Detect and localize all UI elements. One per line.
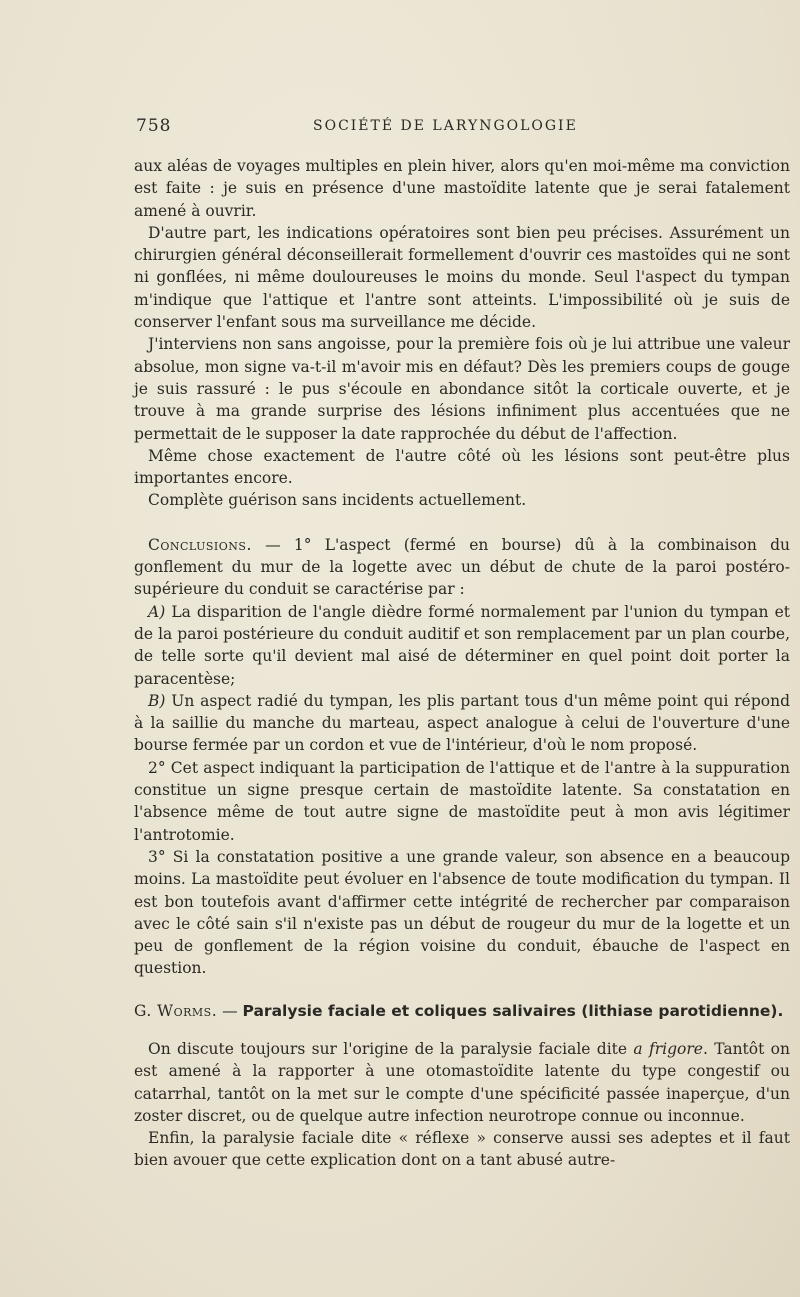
running-title: SOCIÉTÉ DE LARYNGOLOGIE: [313, 118, 578, 134]
paragraph: [134, 1038, 790, 1127]
paragraph: Complète guérison sans incidents actuellement.: [148, 491, 527, 510]
paragraph: J'interviens non sans angoisse, pour la première fois où je lui attribue une valeur absolue, mon signe va-t-il m'avoir mis en défaut? Dès les premiers coups de gouge je suis rassuré : le pus s'écoule en abondance sitôt la corticale ouverte, et je trouve à ma grande surprise des lésions infiniment plus accentuées que ne permettait de le supposer la date rapprochée du début de l'affection.: [134, 335, 790, 443]
item-label: B): [148, 691, 166, 710]
item-text: Un aspect radié du tympan, les plis partant tous d'un même point qui répond à la saillie du manche du marteau, aspect analogue à celui de l'ouverture d'une bourse fermée par un cordon et vue de l'intérieur, d'où le nom proposé.: [134, 691, 790, 755]
conclusion-item-b: [134, 690, 790, 757]
dash: —: [217, 1001, 243, 1020]
conclusion-item-a: [134, 601, 790, 690]
paragraph: 3° Si la constatation positive a une grande valeur, son absence en a beaucoup moins. La mastoïdite peut évoluer en l'absence de toute modification du tympan. Il est bon toutefois avant d'affirmer cette intégrité de rechercher par comparaison avec le côté sain s'il n'existe pas un début de rougeur du mur de la logette et un peu de gonflement de la région voisine du conduit, ébauche de l'aspect en question.: [134, 847, 790, 978]
communication-title: Paralysie faciale et coliques salivaires (lithiase parotidienne).: [242, 1001, 784, 1020]
page-header: [136, 116, 790, 142]
paragraph: aux aléas de voyages multiples en plein hiver, alors qu'en moi-même ma conviction est faite : je suis en présence d'une mastoïdite latente que je serai fatalement amené à ouvrir.: [134, 157, 790, 220]
author-name: G. Worms.: [134, 1001, 218, 1020]
conclusions-text: — 1° L'aspect (fermé en bourse) dû à la combinaison du gonflement du mur de la logette avec un début de chute de la paroi postéro-supérieure du conduit se caractérise par :: [134, 535, 790, 599]
item-text: La disparition de l'angle dièdre formé normalement par l'union du tympan et de la paroi postérieure du conduit auditif et son remplacement par un plan courbe, de telle sorte qu'il devient mal aisé de déterminer en quel point doit porter la paracentèse;: [134, 602, 790, 688]
item-label: A): [148, 602, 166, 621]
conclusions-paragraph: [134, 534, 790, 601]
communication-heading: [134, 1000, 790, 1022]
paragraph: Enfin, la paralysie faciale dite « réflexe » conserve aussi ses adeptes et il faut bien avouer que cette explication dont on a tant abusé autre-: [134, 1129, 790, 1170]
paragraph: 2° Cet aspect indiquant la participation de l'attique et de l'antre à la suppuration constitue un signe presque certain de mastoïdite latente. Sa constatation en l'absence même de tout autre signe de mastoïdite peut à mon avis légitimer l'antrotomie.: [134, 758, 790, 844]
body-text: [134, 155, 790, 1172]
conclusions-heading: Conclusions.: [148, 535, 252, 554]
text-segment: On discute toujours sur l'origine de la paralysie faciale dite: [148, 1039, 634, 1058]
page-number: 758: [136, 116, 172, 136]
paragraph: Même chose exactement de l'autre côté où les lésions sont peut-être plus importantes encore.: [134, 446, 790, 488]
paragraph: D'autre part, les indications opératoires sont bien peu précises. Assurément un chirurgien général déconseillerait formellement d'ouvrir ces mastoïdes qui ne sont ni gonflées, ni même douloureuses le moins du monde. Seul l'aspect du tympan m'indique que l'attique et l'antre sont atteints. L'impossibilité où je suis de conserver l'enfant sous ma surveillance me décide.: [134, 223, 790, 332]
italic-term: a frigore: [633, 1039, 703, 1058]
text-segment: . Tantôt on est amené à la rapporter à une otomastoïdite latente du type congestif ou catarrhal, tantôt on la met sur le compte d'une spécificité passée inaperçue, d'un zoster discret, ou de quelque autre infection neurotrope connue ou inconnue.: [134, 1039, 790, 1125]
